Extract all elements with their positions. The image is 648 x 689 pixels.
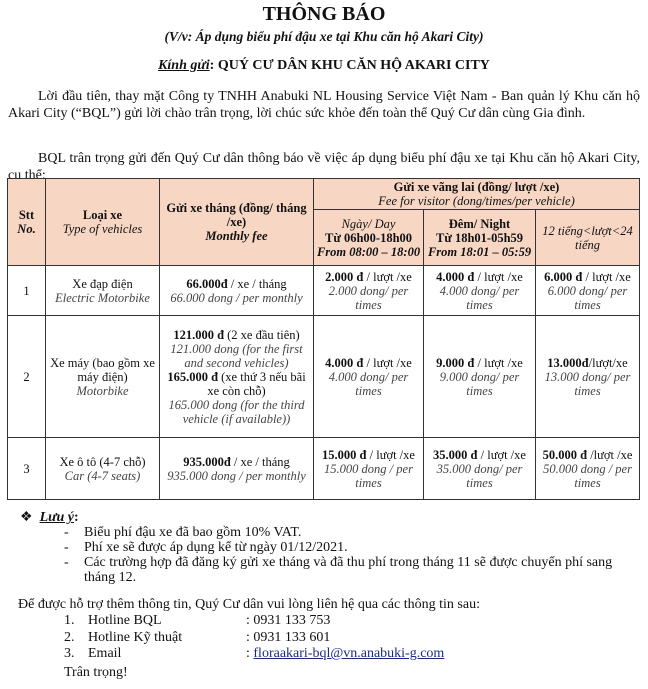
table-row-motorbike xyxy=(8,316,640,438)
row-no: 2 xyxy=(8,316,46,438)
closing-line: Trân trọng! xyxy=(64,665,128,680)
hotline-bql: : 0931 133 753 xyxy=(246,613,331,628)
row-12-24h: 13.000đ/lượt/xe 13.000 dong/ per times xyxy=(536,316,640,438)
email-link[interactable]: floraakari-bql@vn.anabuki-g.com xyxy=(253,646,445,661)
row-day: 4.000 đ / lượt /xe 4.000 dong/ per times xyxy=(314,316,424,438)
greeting-line xyxy=(0,58,648,74)
list-item: - Các trường hợp đã đăng ký gửi xe tháng và đã thu phí trong tháng 11 sẽ được chuyển phí sang tháng 12. xyxy=(60,555,640,585)
table-row-electric-bike xyxy=(8,266,640,316)
header-day: Ngày/ Day Từ 06h00-18h00 From 08:00 – 18:00 xyxy=(314,210,424,266)
list-item: 2. Hotline Kỹ thuật : 0931 133 601 xyxy=(64,630,624,647)
row-no: 1 xyxy=(8,266,46,316)
intro-paragraph: Lời đầu tiên, thay mặt Công ty TNHH Anabuki NL Housing Service Việt Nam - Ban quản lý Khu căn hộ Akari City (“BQL”) gửi lời chào trân trọng, lời chúc sức khỏe đến toàn thể Quý Cư dân cùng Gia đình. xyxy=(8,89,640,121)
header-stt: Stt No. xyxy=(8,179,46,266)
notice-title: THÔNG BÁO xyxy=(262,3,386,25)
contact-list xyxy=(64,613,624,663)
header-vehicle-type: Loại xe Type of vehicles xyxy=(46,179,160,266)
row-night: 35.000 đ / lượt /xe 35.000 dong/ per times xyxy=(424,438,536,500)
row-monthly: 66.000đ / xe / tháng 66.000 dong / per monthly xyxy=(160,266,314,316)
row-no: 3 xyxy=(8,438,46,500)
header-night: Đêm/ Night Từ 18h01-05h59 From 18:01 – 05:59 xyxy=(424,210,536,266)
table-header-row xyxy=(8,179,640,210)
row-type: Xe máy (bao gồm xe máy điện) Motorbike xyxy=(46,316,160,438)
list-item: - Biểu phí đậu xe đã bao gồm 10% VAT. xyxy=(60,525,640,540)
parking-fee-table xyxy=(7,178,640,500)
table-row-car xyxy=(8,438,640,500)
notice-subtitle: (V/v: Áp dụng biểu phí đậu xe tại Khu căn hộ Akari City) xyxy=(164,29,484,44)
row-night: 9.000 đ / lượt /xe 9.000 dong/ per times xyxy=(424,316,536,438)
greeting-recipient: QUÝ CƯ DÂN KHU CĂN HỘ AKARI CITY xyxy=(214,58,490,73)
row-day: 15.000 đ / lượt /xe 15.000 dong / per times xyxy=(314,438,424,500)
hotline-technical: : 0931 133 601 xyxy=(246,629,331,645)
header-visitor-fee: Gửi xe vãng lai (đồng/ lượt /xe) Fee for visitor (dong/times/per vehicle) xyxy=(314,179,640,210)
greeting-colon: : xyxy=(209,58,215,73)
header-12-24h: 12 tiếng<lượt<24 tiếng xyxy=(536,210,640,266)
notes-list xyxy=(20,525,640,585)
row-monthly: 121.000 đ (2 xe đầu tiên) 121.000 dong (for the first and second vehicles) 165.000 đ (xe thứ 3 nếu bãi xe còn chỗ) 165.000 dong (for the third vehicle (if available)) xyxy=(160,316,314,438)
row-day: 2.000 đ / lượt /xe 2.000 dong/ per times xyxy=(314,266,424,316)
row-type: Xe ô tô (4-7 chỗ) Car (4-7 seats) xyxy=(46,438,160,500)
greeting-label: Kính gửi xyxy=(158,58,210,73)
notes-heading: ❖ Lưu ý: xyxy=(20,510,79,525)
notice-paragraph: BQL trân trọng gửi đến Quý Cư dân thông báo về việc áp dụng biểu phí đậu xe tại Khu căn hộ Akari City, cụ thể: xyxy=(8,151,640,183)
row-night: 4.000 đ / lượt /xe 4.000 dong/ per times xyxy=(424,266,536,316)
list-item: - Phí xe sẽ được áp dụng kể từ ngày 01/12/2021. xyxy=(60,540,640,555)
row-type: Xe đạp điện Electric Motorbike xyxy=(46,266,160,316)
contact-intro: Để được hỗ trợ thêm thông tin, Quý Cư dân vui lòng liên hệ qua các thông tin sau: xyxy=(18,597,480,612)
row-12-24h: 6.000 đ / lượt /xe 6.000 dong/ per times xyxy=(536,266,640,316)
diamond-bullet-icon: ❖ xyxy=(20,510,33,525)
row-12-24h: 50.000 đ /lượt /xe 50.000 dong / per times xyxy=(536,438,640,500)
notes-section xyxy=(20,510,640,585)
list-item: 1. Hotline BQL : 0931 133 753 xyxy=(64,613,624,630)
row-monthly: 935.000đ / xe / tháng 935.000 dong / per monthly xyxy=(160,438,314,500)
header-monthly-fee: Gửi xe tháng (đồng/ tháng /xe) Monthly fee xyxy=(160,179,314,266)
list-item: 3. Email : floraakari-bql@vn.anabuki-g.com xyxy=(64,646,445,661)
